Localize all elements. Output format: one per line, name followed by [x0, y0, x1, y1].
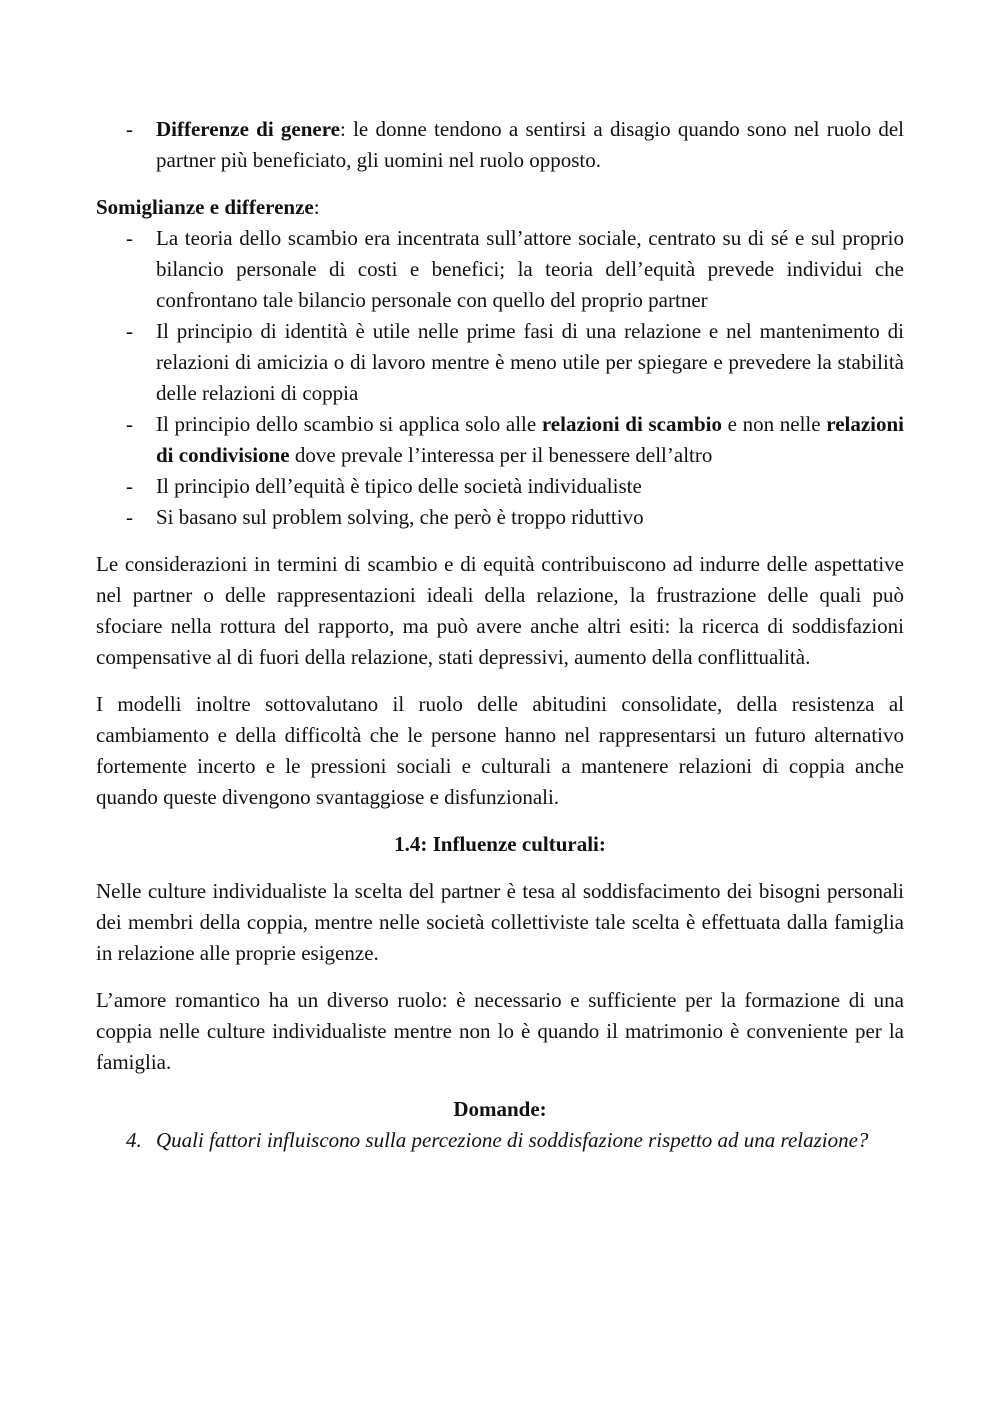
- intro-list: [96, 114, 904, 176]
- body-paragraph: I modelli inoltre sottovalutano il ruolo delle abitudini consolidate, della resistenza al cambiamento e della difficoltà che le persone hanno nel rappresentarsi un futuro alternativo fortemente incerto e le pressioni sociali e culturali a mantenere relazioni di coppia anche quando queste divengono svantaggiose e disfunzionali.: [96, 692, 904, 809]
- question-item: [96, 1125, 904, 1156]
- list-item-text: Il principio dello scambio si applica solo alle: [156, 412, 542, 436]
- list-item-text: dove prevale l’interessa per il benessere dell’altro: [289, 443, 713, 467]
- list-item-text: La teoria dello scambio era incentrata sull’attore sociale, centrato su di sé e sul proprio bilancio personale di costi e benefici; la teoria dell’equità prevede individui che confrontano tale bilancio personale con quello del proprio partner: [156, 226, 904, 312]
- list-item-text: Il principio dell’equità è tipico delle società individualiste: [156, 474, 642, 498]
- similarities-heading: Somiglianze e differenze:: [96, 195, 320, 219]
- bold-term: Differenze di genere: [156, 117, 340, 141]
- list-item-text: Si basano sul problem solving, che però è troppo riduttivo: [156, 505, 644, 529]
- document-page: [96, 114, 904, 1156]
- dash-bullet: -: [126, 412, 133, 436]
- bold-term: relazioni di condivisione: [156, 412, 905, 467]
- questions-list: [96, 1125, 904, 1156]
- questions-title: Domande:: [453, 1097, 547, 1121]
- dash-bullet: -: [126, 474, 133, 498]
- list-item-text: : le donne tendono a sentirsi a disagio quando sono nel ruolo del partner più beneficiato, gli uomini nel ruolo opposto.: [156, 117, 904, 172]
- list-item: [96, 409, 904, 471]
- list-item: [96, 223, 904, 316]
- list-item-text: e non nelle: [721, 412, 827, 436]
- dash-bullet: -: [126, 505, 133, 529]
- similarities-list: [96, 223, 904, 533]
- list-item-text: Il principio di identità è utile nelle prime fasi di una relazione e nel mantenimento di relazioni di amicizia o di lavoro mentre è meno utile per spiegare e prevedere la stabilità delle relazioni di coppia: [156, 319, 904, 405]
- question-number: 4.: [126, 1128, 142, 1152]
- dash-bullet: -: [126, 117, 133, 141]
- body-paragraph: L’amore romantico ha un diverso ruolo: è necessario e sufficiente per la formazione di una coppia nelle culture individualiste mentre non lo è quando il matrimonio è conveniente per la famiglia.: [96, 988, 904, 1074]
- dash-bullet: -: [126, 319, 133, 343]
- body-paragraph: Le considerazioni in termini di scambio e di equità contribuiscono ad indurre delle aspettative nel partner o delle rappresentazioni ideali della relazione, la frustrazione delle quali può sfociare nella rottura del rapporto, ma può avere anche altri esiti: la ricerca di soddisfazioni compensative al di fuori della relazione, stati depressivi, aumento della conflittualità.: [96, 552, 904, 669]
- list-item: [96, 502, 904, 533]
- body-paragraph: Nelle culture individualiste la scelta del partner è tesa al soddisfacimento dei bisogni personali dei membri della coppia, mentre nelle società collettiviste tale scelta è effettuata dalla famiglia in relazione alle proprie esigenze.: [96, 879, 904, 965]
- list-item: [96, 471, 904, 502]
- list-item: [96, 114, 904, 176]
- dash-bullet: -: [126, 226, 133, 250]
- bold-term: relazioni di scambio: [541, 412, 722, 436]
- question-text: Quali fattori influiscono sulla percezione di soddisfazione rispetto ad una relazione?: [156, 1128, 869, 1152]
- list-item: [96, 316, 904, 409]
- section-title: 1.4: Influenze culturali:: [394, 832, 606, 856]
